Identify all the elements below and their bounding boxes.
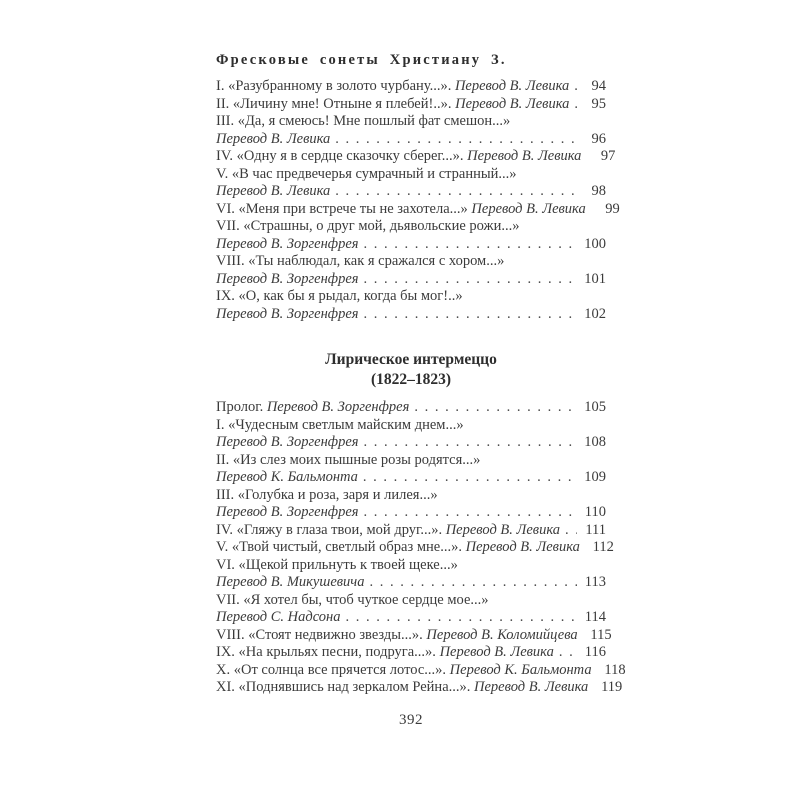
entry-translator: Перевод В. Левика (216, 130, 331, 147)
dot-leader (363, 469, 577, 487)
toc-entry-line (216, 200, 620, 219)
toc-entry-line (216, 78, 606, 96)
toc-entries-section1 (216, 78, 620, 323)
entry-page-number: 110 (584, 504, 606, 520)
toc-entry-line (216, 539, 614, 557)
toc-entry-line (216, 218, 606, 236)
entry-page-number: 101 (584, 270, 606, 287)
section-heading-lyric-intermezzo (216, 350, 606, 389)
section-heading-title: Лирическое интермеццо (325, 351, 497, 368)
entry-title: II. «Личину мне! Отныне я плебей!..». (216, 95, 456, 112)
entry-page-number: 98 (591, 183, 606, 199)
entry-translator: Перевод В. Зоргенфрея (216, 305, 359, 322)
entry-page-number: 99 (605, 200, 620, 217)
entry-translator: Перевод В. Зоргенфрея (216, 270, 359, 287)
entry-title: III. «Голубка и роза, заря и лилея...» (216, 486, 438, 503)
entry-translator: Перевод К. Бальмонта (216, 469, 358, 485)
toc-entry-line (216, 288, 606, 306)
entry-title: IX. «На крыльях песни, подруга...». (216, 644, 440, 660)
toc-entry-line (216, 661, 626, 680)
entry-page-number: 109 (584, 469, 606, 485)
entry-translator: Перевод В. Левика (471, 200, 586, 217)
toc-entry-line (216, 236, 606, 254)
toc-entry-line (216, 609, 606, 627)
dot-leader (565, 522, 577, 540)
entry-translator: Перевод В. Левика (454, 78, 570, 94)
entry-page-number: 116 (584, 644, 606, 660)
dot-leader (364, 504, 577, 522)
table-of-contents (216, 52, 626, 729)
entry-page-number: 111 (585, 521, 606, 538)
toc-entry-line (216, 522, 606, 540)
entry-page-number: 97 (600, 148, 616, 164)
entry-title: IV. «Гляжу в глаза твои, мой друг...». (216, 521, 446, 538)
toc-entry-line (216, 574, 606, 592)
entry-title: IX. «О, как бы я рыдал, когда бы мог!..» (216, 288, 463, 304)
toc-entry-line (216, 679, 623, 697)
entry-translator: Перевод В. Микушевича (216, 574, 365, 590)
page-number-folio: 392 (399, 711, 423, 728)
toc-entry-line (216, 271, 606, 289)
entry-page-number: 118 (604, 661, 626, 678)
entry-page-number: 115 (590, 626, 612, 643)
toc-entry-line (216, 148, 616, 166)
toc-entry-line (216, 113, 606, 131)
toc-entry-line (216, 469, 606, 487)
toc-entry-line (216, 592, 606, 610)
toc-entry-line (216, 306, 606, 324)
entry-page-number: 100 (584, 235, 606, 252)
dot-leader (559, 644, 577, 662)
dot-leader (369, 574, 577, 592)
entry-page-number: 113 (584, 574, 606, 590)
entry-page-number: 105 (584, 399, 606, 415)
entry-translator: Перевод В. Зоргенфрея (216, 235, 359, 252)
toc-entries-section2 (216, 399, 626, 697)
entry-title: VI. «Меня при встрече ты не захотела...» (216, 200, 472, 217)
toc-entry-line (216, 166, 606, 184)
toc-entry-line (216, 557, 606, 575)
entry-translator: Перевод В. Левика (465, 539, 580, 555)
entry-title: VI. «Щекой прильнуть к твоей щеке...» (216, 556, 458, 573)
entry-title: VII. «Я хотел бы, чтоб чуткое сердце мое...» (216, 591, 489, 608)
dot-leader (364, 236, 577, 254)
section-heading-years: (1822–1823) (370, 370, 452, 388)
dot-leader (345, 609, 577, 627)
entry-page-number: 102 (584, 305, 606, 322)
toc-entry-line (216, 183, 606, 201)
entry-title: II. «Из слез моих пышные розы родятся...» (216, 451, 481, 468)
toc-entry-line (216, 96, 606, 114)
entry-translator: Перевод В. Коломийцева (426, 626, 578, 643)
dot-leader (574, 78, 577, 96)
toc-entry-line (216, 399, 606, 417)
entry-page-number: 96 (591, 130, 606, 147)
entry-title: XI. «Поднявшись над зеркалом Рейна...». (216, 679, 475, 695)
entry-translator: Перевод В. Зоргенфрея (266, 399, 410, 415)
entry-title: V. «В час предвечерья сумрачный и странный...» (216, 165, 517, 182)
entry-page-number: 94 (591, 78, 606, 94)
dot-leader (574, 96, 577, 114)
toc-entry-line (216, 644, 606, 662)
entry-page-number: 112 (592, 539, 614, 555)
dot-leader (364, 306, 577, 324)
toc-entry-line (216, 417, 606, 435)
toc-entry-line (216, 504, 606, 522)
entry-title: I. «Разубранному в золото чурбану...». (216, 78, 455, 94)
entry-translator: Перевод С. Надсона (216, 609, 341, 625)
toc-entry-line (216, 434, 606, 452)
entry-title: VIII. «Ты наблюдал, как я сражался с хором...» (216, 253, 505, 269)
entry-translator: Перевод В. Левика (467, 148, 582, 164)
entry-translator: Перевод В. Зоргенфрея (216, 504, 359, 520)
entry-translator: Перевод В. Левика (439, 644, 554, 660)
dot-leader (364, 271, 577, 289)
entry-title: V. «Твой чистый, светлый образ мне...». (216, 539, 466, 555)
entry-page-number: 114 (584, 609, 606, 625)
entry-translator: Перевод В. Левика (474, 679, 589, 695)
entry-page-number: 95 (591, 95, 606, 112)
dot-leader (364, 434, 577, 452)
entry-page-number: 108 (584, 434, 606, 450)
entry-title: III. «Да, я смеюсь! Мне пошлый фат смешон...» (216, 113, 511, 129)
entry-title: VIII. «Стоят недвижно звезды...». (216, 626, 427, 643)
dot-leader (414, 399, 577, 417)
dot-leader (335, 183, 577, 201)
entry-title: VII. «Страшны, о друг мой, дьявольские рожи...» (216, 218, 520, 234)
entry-translator: Перевод В. Зоргенфрея (216, 434, 359, 450)
entry-translator: Перевод В. Левика (445, 521, 560, 538)
entry-translator: Перевод В. Левика (455, 95, 570, 112)
toc-entry-line (216, 452, 606, 470)
dot-leader (335, 131, 577, 149)
entry-translator: Перевод В. Левика (216, 183, 331, 199)
toc-entry-line (216, 131, 606, 149)
toc-entry-line (216, 487, 606, 505)
toc-entry-line (216, 253, 606, 271)
entry-title: IV. «Одну я в сердце сказочку сберег...». (216, 148, 468, 164)
entry-title: I. «Чудесным светлым майским днем...» (216, 416, 464, 433)
entry-title: X. «От солнца все прячется лотос...». (216, 661, 450, 678)
entry-title: Пролог. (216, 399, 267, 415)
toc-entry-line (216, 626, 612, 645)
section-heading-fresco-sonnets: Фресковые сонеты Христиану З. (216, 52, 507, 68)
entry-translator: Перевод К. Бальмонта (449, 661, 592, 678)
entry-page-number: 119 (601, 679, 623, 695)
